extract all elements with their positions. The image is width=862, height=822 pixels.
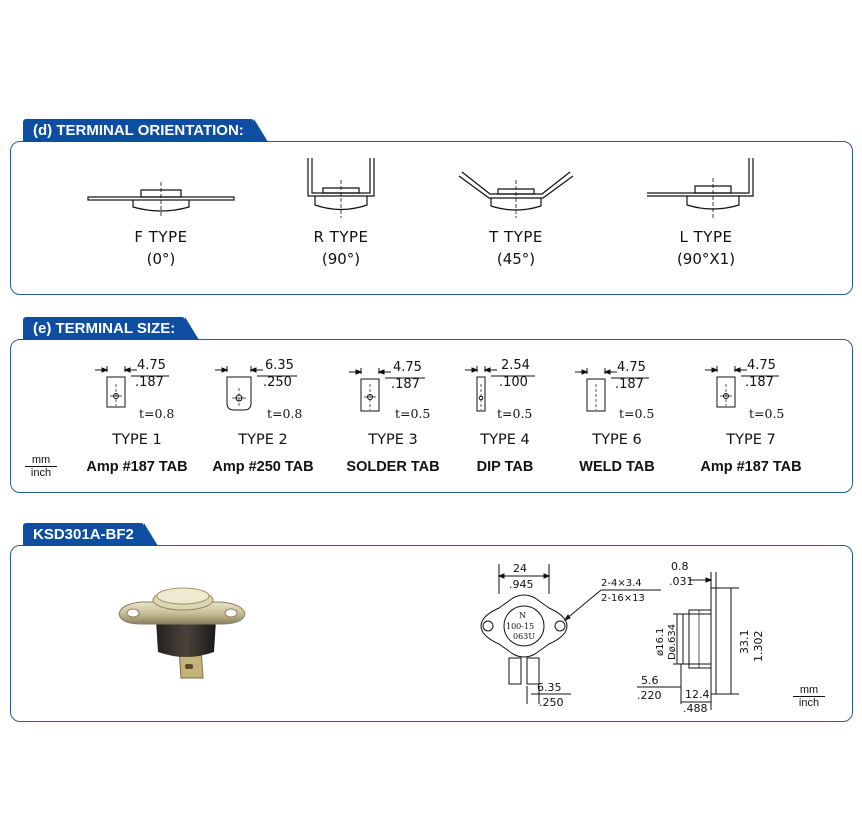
- size-type-4-name: TYPE 4: [480, 432, 530, 448]
- side-height-1: 33.1: [738, 629, 751, 654]
- size-unit-mm: mm: [25, 454, 57, 467]
- size-type-1-thickness: t=0.8: [139, 406, 175, 421]
- side-bottom-inch: .220: [637, 689, 662, 702]
- model-unit-inch: inch: [798, 697, 820, 709]
- side-top-mm: 0.8: [671, 560, 689, 573]
- f-type-name: F TYPE: [134, 228, 188, 246]
- size-type-2-desc: Amp #250 TAB: [212, 459, 314, 475]
- t-type-drawing: [451, 152, 581, 222]
- size-type-7-desc: Amp #187 TAB: [700, 459, 802, 475]
- f-type-drawing: [86, 160, 236, 222]
- front-holes-1: 2-4×3.4: [601, 578, 642, 589]
- size-type-7-inch: .187: [745, 375, 774, 390]
- size-type-4-drawing: [445, 340, 565, 430]
- side-view-drawing: [611, 554, 771, 714]
- size-type-4-thickness: t=0.5: [497, 406, 533, 421]
- terminal-size-title: (e) TERMINAL SIZE:: [23, 317, 185, 340]
- front-tab-inch: .250: [539, 696, 564, 709]
- model-unit-mm: mm: [793, 684, 825, 697]
- front-width-inch: .945: [509, 578, 534, 591]
- size-type-1-drawing: [77, 340, 197, 430]
- terminal-size-section: [10, 320, 853, 493]
- t-type-item: [451, 152, 581, 268]
- t-type-name: T TYPE: [489, 228, 543, 246]
- t-type-angle: (45°): [496, 250, 536, 268]
- size-type-4-mm: 2.54: [501, 358, 530, 373]
- l-type-angle: (90°X1): [676, 250, 736, 268]
- size-type-2-drawing: [203, 340, 323, 430]
- size-unit-label: [25, 454, 57, 479]
- thermostat-photo: [111, 578, 251, 683]
- r-type-drawing: [281, 152, 401, 222]
- front-tab-mm: 6.35: [537, 681, 562, 694]
- f-type-angle: (0°): [146, 250, 176, 268]
- size-type-7-mm: 4.75: [747, 358, 776, 373]
- size-type-3-drawing: [333, 340, 453, 430]
- r-type-item: [281, 152, 401, 268]
- model-title: KSD301A-BF2: [23, 523, 144, 546]
- size-type-6-desc: WELD TAB: [579, 459, 655, 475]
- size-type-6-thickness: t=0.5: [619, 406, 655, 421]
- size-type-2: [203, 340, 323, 490]
- terminal-orientation-section: [10, 122, 853, 295]
- size-type-3-inch: .187: [391, 377, 420, 392]
- size-type-2-inch: .250: [263, 375, 292, 390]
- model-section: [10, 526, 853, 722]
- size-type-3-name: TYPE 3: [368, 432, 418, 448]
- size-type-6-drawing: [557, 340, 677, 430]
- size-type-7-thickness: t=0.5: [749, 406, 785, 421]
- size-type-6-mm: 4.75: [617, 360, 646, 375]
- front-holes-2: 2-16×13: [601, 593, 645, 604]
- side-bottom-mm: 5.6: [641, 674, 659, 687]
- size-type-7-name: TYPE 7: [726, 432, 776, 448]
- size-type-2-thickness: t=0.8: [267, 406, 303, 421]
- size-type-1-desc: Amp #187 TAB: [86, 459, 188, 475]
- size-type-1: [77, 340, 197, 490]
- size-type-2-name: TYPE 2: [238, 432, 288, 448]
- size-type-4-inch: .100: [499, 375, 528, 390]
- size-type-4-desc: DIP TAB: [476, 459, 534, 475]
- front-width-mm: 24: [513, 562, 527, 575]
- size-type-6: [557, 340, 677, 490]
- size-type-6-inch: .187: [615, 377, 644, 392]
- side-width-inch: .488: [683, 702, 708, 714]
- r-type-name: R TYPE: [313, 228, 369, 246]
- size-type-3-mm: 4.75: [393, 360, 422, 375]
- front-stamp-1: N: [519, 611, 526, 620]
- f-type-item: [86, 160, 236, 268]
- side-width-mm: 12.4: [685, 688, 710, 701]
- side-dia-inch: Dø.634: [667, 623, 678, 660]
- front-stamp-2: 100-15: [506, 622, 535, 631]
- terminal-orientation-title: (d) TERMINAL ORIENTATION:: [23, 119, 254, 142]
- size-type-7: [691, 340, 811, 490]
- size-type-1-inch: .187: [135, 375, 164, 390]
- l-type-item: [641, 152, 771, 268]
- size-unit-inch: inch: [30, 467, 52, 479]
- front-stamp-3: 063U: [513, 632, 536, 641]
- size-type-3-thickness: t=0.5: [395, 406, 431, 421]
- side-height-2: 1.302: [752, 630, 765, 662]
- size-type-1-mm: 4.75: [137, 358, 166, 373]
- size-type-2-mm: 6.35: [265, 358, 294, 373]
- l-type-name: L TYPE: [679, 228, 733, 246]
- size-type-6-name: TYPE 6: [592, 432, 642, 448]
- model-unit-label: [793, 684, 825, 709]
- side-dia-mm: ø16.1: [655, 627, 666, 656]
- size-type-7-drawing: [691, 340, 811, 430]
- r-type-angle: (90°): [321, 250, 361, 268]
- side-top-inch: .031: [669, 575, 694, 588]
- l-type-drawing: [641, 152, 771, 222]
- size-type-1-name: TYPE 1: [112, 432, 162, 448]
- size-type-3-desc: SOLDER TAB: [346, 459, 440, 475]
